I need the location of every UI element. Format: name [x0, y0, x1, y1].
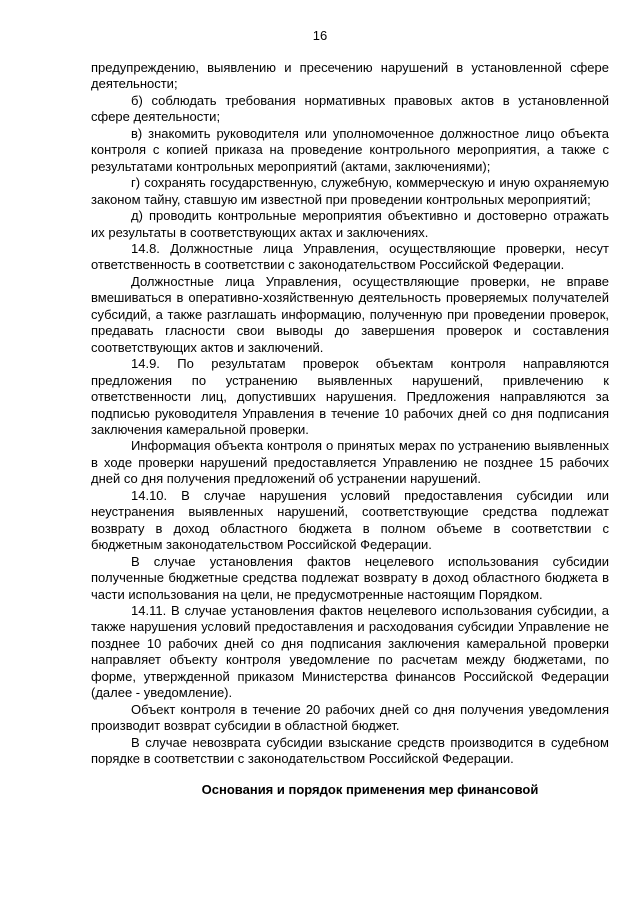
paragraph-14-8-cont: Должностные лица Управления, осуществляющие проверки, не вправе вмешиваться в оперативно-хозяйственную деятельность проверяемых получателей субсидий, а также разглашать информацию, полученную при проведении проверок, предавать гласности свои выводы до завершения проверок и составления соответствующих актов и заключений.	[91, 273, 609, 355]
paragraph-14-8: 14.8. Должностные лица Управления, осуществляющие проверки, несут ответственность в соответствии с законодательством Российской Федерации.	[91, 240, 609, 273]
paragraph-14-11-cont: Объект контроля в течение 20 рабочих дней со дня получения уведомления производит возврат субсидии в областной бюджет.	[91, 701, 609, 734]
paragraph-14-11-cont2: В случае невозврата субсидии взыскание средств производится в судебном порядке в соответствии с законодательством Российской Федерации.	[91, 734, 609, 767]
paragraph-continuation: предупреждению, выявлению и пресечению нарушений в установленной сфере деятельности;	[91, 60, 609, 92]
section-heading: Основания и порядок применения мер финансовой	[201, 782, 539, 798]
page-number: 16	[312, 28, 328, 43]
paragraph-14-10: 14.10. В случае нарушения условий предоставления субсидии или неустранения выявленных нарушений, соответствующие средства подлежат возврату в доход областного бюджета в полном объеме в соответствии с бюджетным законодательством Российской Федерации.	[91, 487, 609, 553]
paragraph-14-9-cont: Информация объекта контроля о принятых мерах по устранению выявленных в ходе проверки нарушений предоставляется Управлению не позднее 15 рабочих дней со дня получения предложений об устранении нарушений.	[91, 438, 609, 487]
paragraph-item-d: д) проводить контрольные мероприятия объективно и достоверно отражать их результаты в соответствующих актах и заключениях.	[91, 208, 609, 240]
paragraph-item-g: г) сохранять государственную, служебную, коммерческую и иную охраняемую законом тайну, ставшую им известной при проведении контрольных мероприятий;	[91, 175, 609, 207]
paragraph-item-v: в) знакомить руководителя или уполномоченное должностное лицо объекта контроля с копией приказа на проведение контрольного мероприятия, а также с результатами контрольных мероприятий (актами, заключениями);	[91, 125, 609, 174]
paragraph-item-b: б) соблюдать требования нормативных правовых актов в установленной сфере деятельности;	[91, 92, 609, 125]
paragraph-14-10-cont: В случае установления фактов нецелевого использования субсидии полученные бюджетные средства подлежат возврату в доход областного бюджета в части использования на цели, не предусмотренные настоящим Порядком.	[91, 553, 609, 602]
document-body	[91, 60, 609, 798]
paragraph-14-9: 14.9. По результатам проверок объектам контроля направляются предложения по устранению выявленных нарушений, привлечению к ответственности лиц, допустивших нарушения. Предложения направляются за подписью руководителя Управления в течение 10 рабочих дней со дня подписания заключения камеральной проверки.	[91, 356, 609, 437]
paragraph-14-11: 14.11. В случае установления фактов нецелевого использования субсидии, а также нарушения условий предоставления и расходования субсидии Управление не позднее 10 рабочих дней со дня подписания заключения камеральной проверки направляет объекту контроля уведомление по расчетам между бюджетами, по форме, утвержденной приказом Министерства финансов Российской Федерации (далее - уведомление).	[91, 602, 609, 701]
